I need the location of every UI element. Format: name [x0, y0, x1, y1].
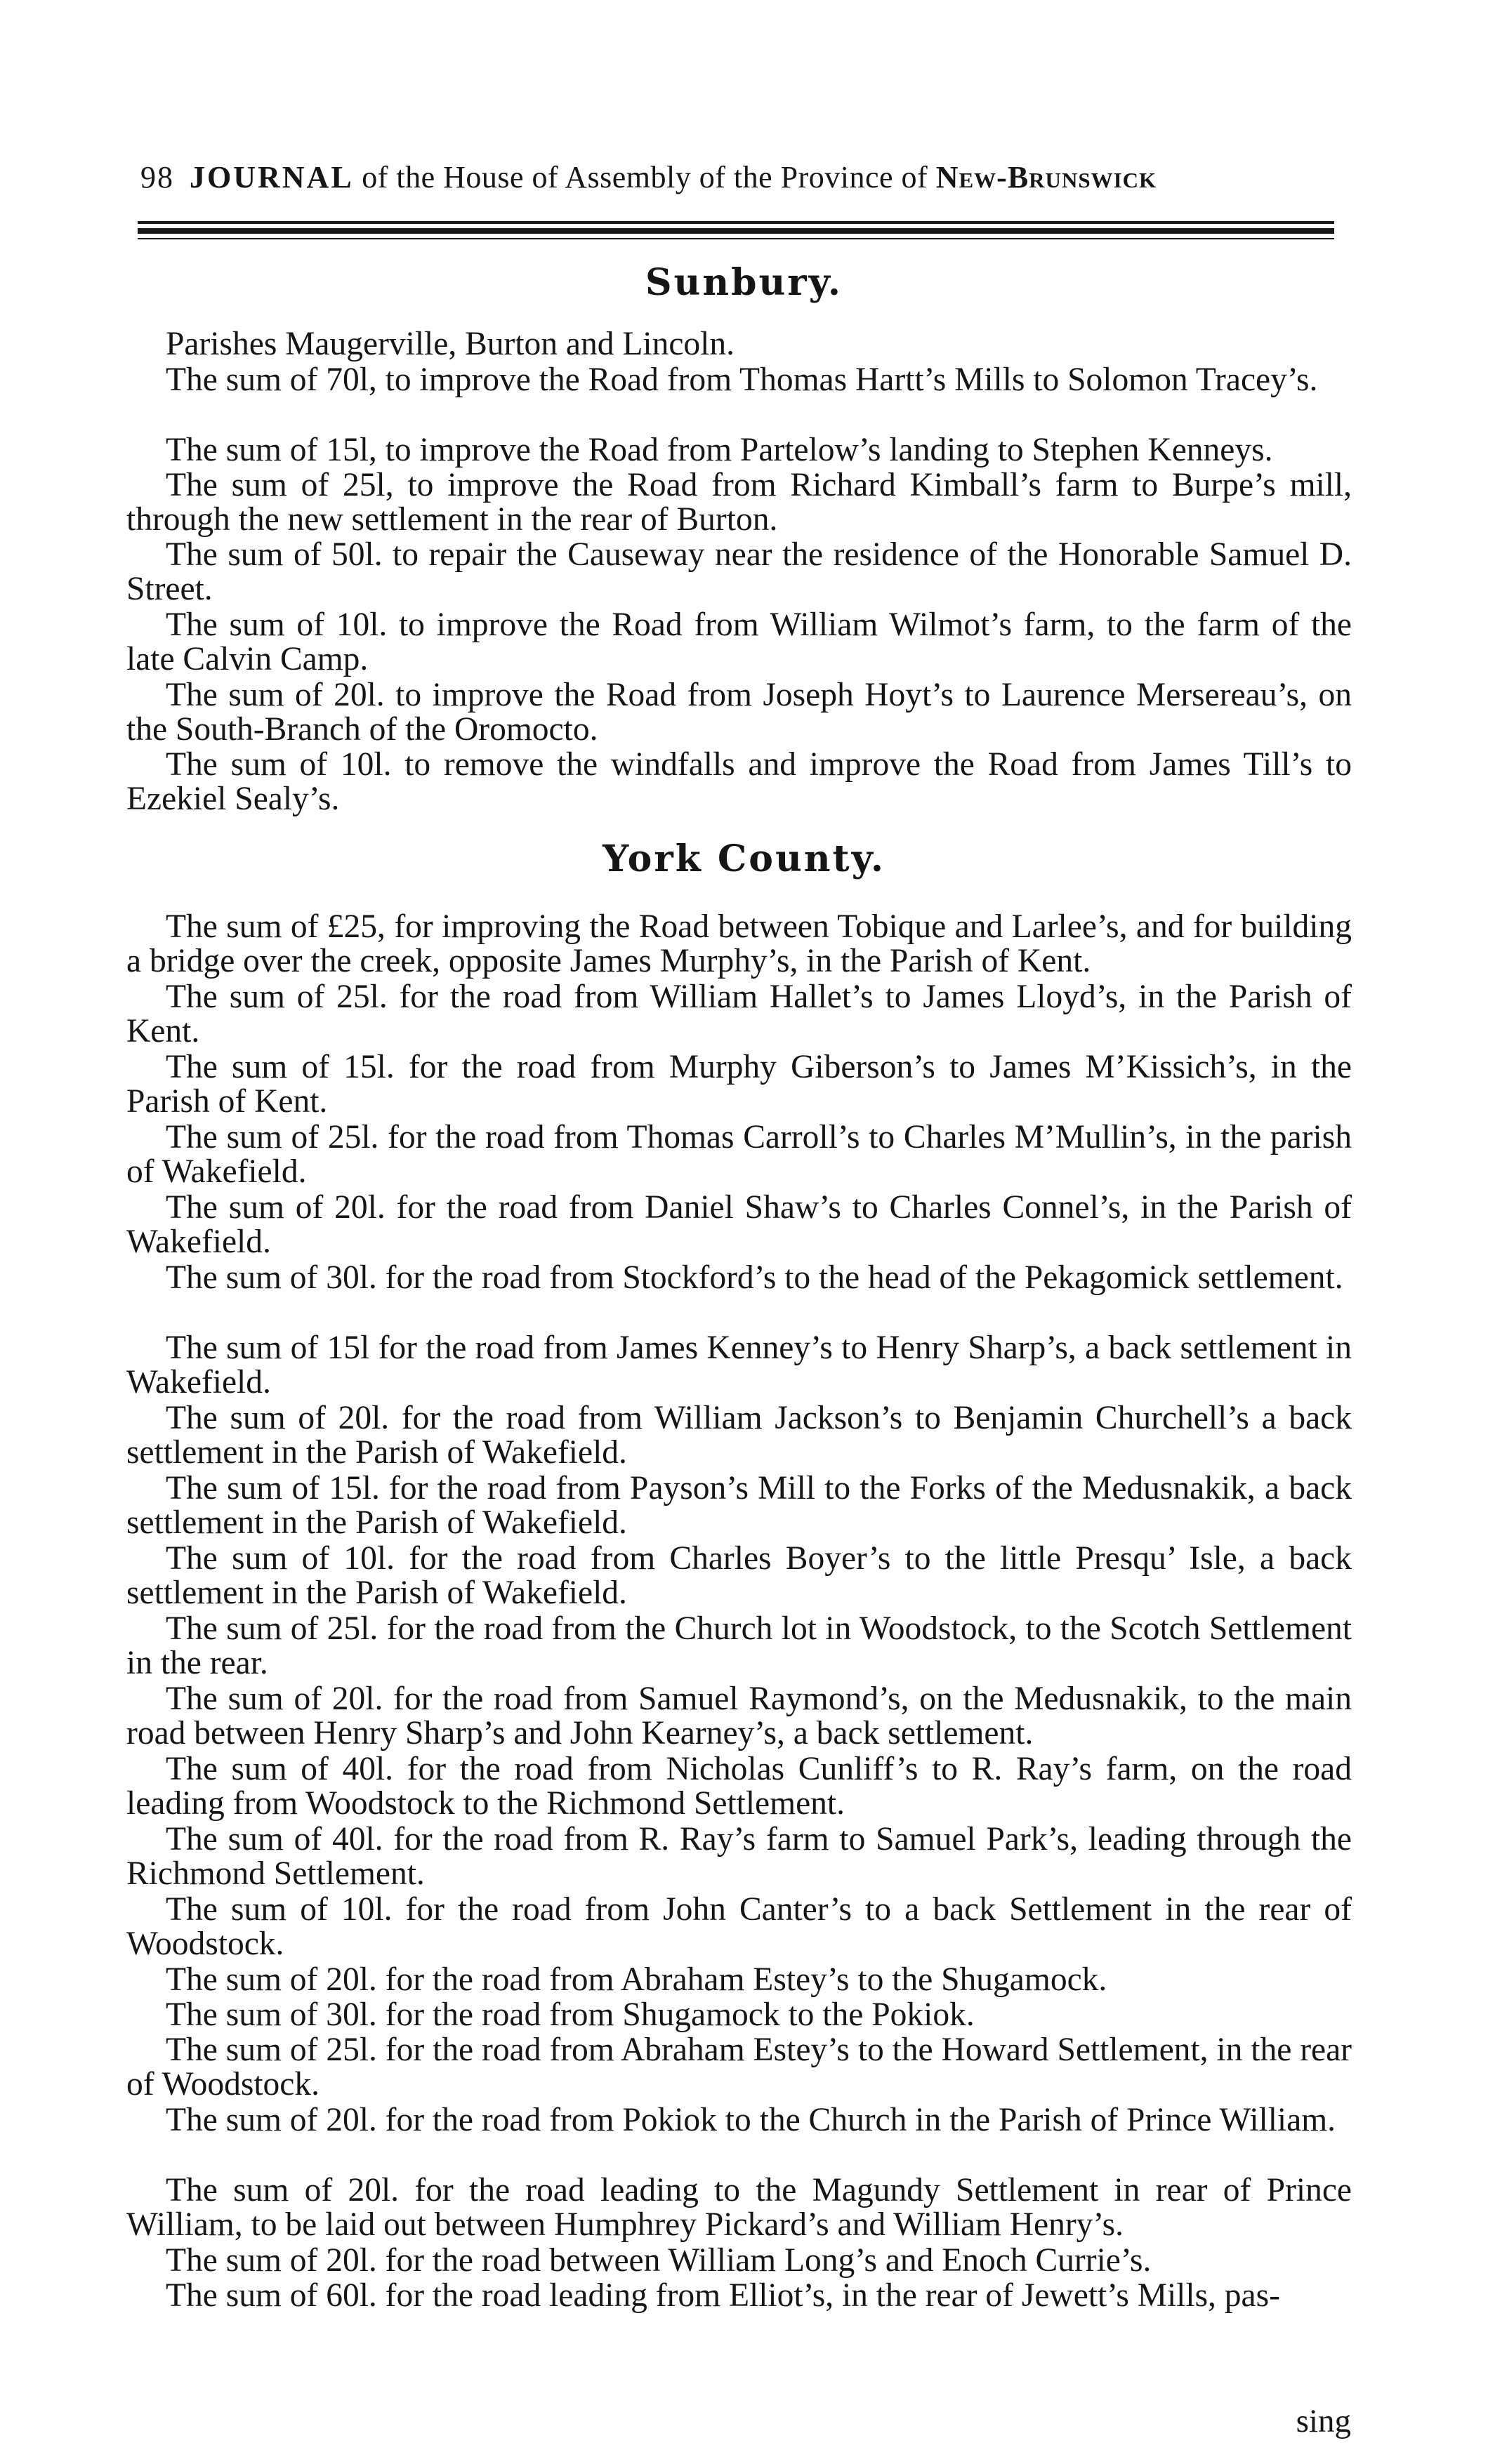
york-paragraph: The sum of 10l. for the road from Charles Boyer’s to the little Presqu’ Isle, a back settlement in the Parish of Wakefield. [126, 1540, 1352, 1612]
sunbury-paragraph: Parishes Maugerville, Burton and Lincoln. [166, 326, 735, 362]
sunbury-paragraph: The sum of 25l, to improve the Road from Richard Kimball’s farm to Burpe’s mill, through the new settlement in the rear of Burton. [126, 467, 1352, 538]
york-paragraph: The sum of 25l. for the road from Abraham Estey’s to the Howard Settlement, in the rear of Woodstock. [126, 2032, 1352, 2103]
york-paragraph: The sum of 25l. for the road from William Hallet’s to James Lloyd’s, in the Parish of Kent. [126, 979, 1352, 1050]
york-paragraph: The sum of 20l. for the road from Abraham Estey’s to the Shugamock. [166, 1961, 1107, 1998]
section-title-york-county: York County. [603, 837, 885, 880]
york-paragraph: The sum of 40l. for the road from Nicholas Cunliff’s to R. Ray’s farm, on the road leading from Woodstock to the Richmond Settlement. [126, 1751, 1352, 1822]
sunbury-paragraph: The sum of 20l. to improve the Road from Joseph Hoyt’s to Laurence Mersereau’s, on the South-Branch of the Oromocto. [126, 677, 1352, 748]
catchword: sing [1296, 2403, 1351, 2439]
york-paragraph: The sum of 30l. for the road from Shugamock to the Pokiok. [166, 1996, 975, 2033]
york-paragraph: The sum of 60l. for the road leading from Elliot’s, in the rear of Jewett’s Mills, pas- [166, 2277, 1280, 2314]
york-paragraph: The sum of 25l. for the road from the Church lot in Woodstock, to the Scotch Settlement in the rear. [126, 1610, 1352, 1682]
running-head-title: of the House of Assembly of the Province of [362, 160, 928, 194]
province-name: New-Brunswick [935, 160, 1157, 194]
sunbury-paragraph: The sum of 15l, to improve the Road from Partelow’s landing to Stephen Kenneys. [166, 432, 1273, 468]
york-paragraph: The sum of 15l. for the road from Payson’s Mill to the Forks of the Medusnakik, a back settlement in the Parish of Wakefield. [126, 1470, 1352, 1542]
york-paragraph: The sum of 20l. for the road leading to the Magundy Settlement in rear of Prince William, to be laid out between Humphrey Pickard’s and William Henry’s. [126, 2172, 1352, 2244]
sunbury-paragraph: The sum of 10l. to improve the Road from William Wilmot’s farm, to the farm of the late Calvin Camp. [126, 607, 1352, 678]
york-paragraph: The sum of 40l. for the road from R. Ray’s farm to Samuel Park’s, leading through the Richmond Settlement. [126, 1821, 1352, 1893]
sunbury-paragraph: The sum of 10l. to remove the windfalls and improve the Road from James Till’s to Ezekiel Sealy’s. [126, 746, 1352, 818]
york-paragraph: The sum of 30l. for the road from Stockford’s to the head of the Pekagomick settlement. [166, 1259, 1343, 1296]
york-paragraph: The sum of 20l. for the road from Samuel Raymond’s, on the Medusnakik, to the main road between Henry Sharp’s and John Kearney’s, a back settlement. [126, 1681, 1352, 1752]
header-rule [138, 221, 1334, 239]
york-paragraph: The sum of 20l. for the road from William Jackson’s to Benjamin Churchell’s a back settlement in the Parish of Wakefield. [126, 1400, 1352, 1471]
york-paragraph: The sum of 15l. for the road from Murphy Giberson’s to James M’Kissich’s, in the Parish of Kent. [126, 1049, 1352, 1120]
york-paragraph: The sum of 20l. for the road between William Long’s and Enoch Currie’s. [166, 2242, 1152, 2279]
sunbury-paragraph: The sum of 50l. to repair the Causeway near the residence of the Honorable Samuel D. Street. [126, 536, 1352, 608]
york-paragraph: The sum of 10l. for the road from John Canter’s to a back Settlement in the rear of Woodstock. [126, 1891, 1352, 1963]
running-head [140, 160, 1348, 195]
section-title-sunbury: Sunbury. [645, 261, 843, 304]
york-paragraph: The sum of 20l. for the road from Pokiok to the Church in the Parish of Prince William. [166, 2102, 1336, 2138]
sunbury-paragraph: The sum of 70l, to improve the Road from Thomas Hartt’s Mills to Solomon Tracey’s. [166, 362, 1318, 398]
journal-word: JOURNAL [190, 160, 354, 194]
york-paragraph: The sum of 20l. for the road from Daniel Shaw’s to Charles Connel’s, in the Parish of Wakefield. [126, 1189, 1352, 1261]
page-number: 98 [140, 160, 174, 194]
york-paragraph: The sum of 25l. for the road from Thomas Carroll’s to Charles M’Mullin’s, in the parish of Wakefield. [126, 1119, 1352, 1191]
york-paragraph: The sum of £25, for improving the Road between Tobique and Larlee’s, and for building a bridge over the creek, opposite James Murphy’s, in the Parish of Kent. [126, 908, 1352, 980]
york-paragraph: The sum of 15l for the road from James Kenney’s to Henry Sharp’s, a back settlement in Wakefield. [126, 1330, 1352, 1401]
